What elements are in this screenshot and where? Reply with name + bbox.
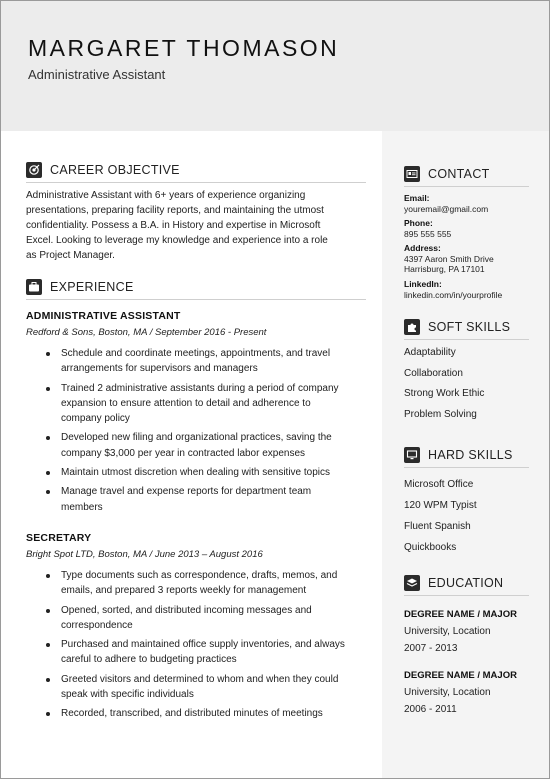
skill-item: Fluent Spanish	[404, 521, 471, 532]
puzzle-icon	[404, 319, 420, 335]
school-years: 2006 - 2011	[404, 704, 457, 715]
job-meta: Bright Spot LTD, Boston, MA / June 2013 – August 2016	[26, 549, 263, 560]
skill-item: Strong Work Ethic	[404, 388, 485, 399]
objective-heading	[26, 159, 180, 181]
address-line: 4397 Aaron Smith Drive	[404, 254, 494, 264]
skill-item: Adaptability	[404, 347, 456, 358]
degree-name: DEGREE NAME / MAJOR	[404, 609, 517, 620]
address-label: Address:	[404, 243, 441, 253]
skill-item: Microsoft Office	[404, 479, 474, 490]
briefcase-icon	[26, 279, 42, 295]
objective-line: Administrative Assistant with 6+ years of experience organizing	[26, 190, 306, 201]
phone-value: 895 555 555	[404, 229, 452, 239]
job-meta: Redford & Sons, Boston, MA / September 2016 - Present	[26, 327, 267, 338]
job-bullets	[26, 568, 371, 726]
job-bullet: Type documents such as correspondence, drafts, memos, and emails, and prepared 3 reports weekly for management	[26, 568, 371, 598]
hard-skills-heading-text: HARD SKILLS	[428, 448, 513, 462]
contact-divider	[404, 186, 529, 187]
target-icon	[26, 162, 42, 178]
skill-item: Problem Solving	[404, 409, 477, 420]
soft-skills-heading	[404, 316, 510, 338]
phone-label: Phone:	[404, 218, 433, 228]
job-bullet: Maintain utmost discretion when dealing with sensitive topics	[26, 465, 371, 480]
email-value: youremail@gmail.com	[404, 204, 489, 214]
email-label: Email:	[404, 193, 430, 203]
address-line: Harrisburg, PA 17101	[404, 264, 485, 274]
job-bullets	[26, 346, 371, 519]
job-title: ADMINISTRATIVE ASSISTANT	[26, 310, 181, 322]
soft-skills-divider	[404, 339, 529, 340]
job-bullet: Trained 2 administrative assistants during a period of company expansion to ensure attention to detail and adherence to company policy	[26, 381, 371, 427]
job-bullet: Purchased and maintained office supply inventories, and always careful to adhere to budgeting practices	[26, 637, 371, 667]
objective-divider	[26, 182, 366, 183]
contact-heading-text: CONTACT	[428, 167, 490, 181]
school-name: University, Location	[404, 626, 491, 637]
linkedin-label: LinkedIn:	[404, 279, 442, 289]
objective-line: Excel. Looking to leverage my knowledge and experience into a role	[26, 235, 328, 246]
skill-item: Quickbooks	[404, 542, 457, 553]
job-bullet: Greeted visitors and determined to whom and when they could speak with specific individuals	[26, 672, 371, 702]
monitor-icon	[404, 447, 420, 463]
education-heading-text: EDUCATION	[428, 576, 504, 590]
objective-text	[26, 188, 371, 263]
experience-divider	[26, 299, 366, 300]
candidate-title: Administrative Assistant	[28, 67, 166, 82]
skill-item: Collaboration	[404, 368, 463, 379]
job-bullet: Recorded, transcribed, and distributed minutes of meetings	[26, 706, 371, 721]
school-years: 2007 - 2013	[404, 643, 458, 654]
job-bullet: Schedule and coordinate meetings, appointments, and travel arrangements for supervisors and managers	[26, 346, 371, 376]
job-bullet: Opened, sorted, and distributed incoming messages and correspondence	[26, 603, 371, 633]
job-bullet: Manage travel and expense reports for department team members	[26, 484, 371, 514]
contact-heading	[404, 163, 490, 185]
layers-icon	[404, 575, 420, 591]
education-divider	[404, 595, 529, 596]
objective-line: as Project Manager.	[26, 250, 115, 261]
id-card-icon	[404, 166, 420, 182]
hard-skills-divider	[404, 467, 529, 468]
skill-item: 120 WPM Typist	[404, 500, 477, 511]
education-heading	[404, 572, 503, 594]
hard-skills-heading	[404, 444, 513, 466]
school-name: University, Location	[404, 687, 491, 698]
resume-header	[1, 1, 549, 131]
objective-heading-text: CAREER OBJECTIVE	[50, 163, 180, 177]
candidate-name: MARGARET THOMASON	[28, 35, 340, 61]
linkedin-value: linkedin.com/in/yourprofile	[404, 290, 503, 300]
soft-skills-heading-text: SOFT SKILLS	[428, 320, 511, 334]
degree-name: DEGREE NAME / MAJOR	[404, 670, 517, 681]
experience-heading-text: EXPERIENCE	[50, 280, 134, 294]
experience-heading	[26, 276, 134, 298]
job-bullet: Developed new filing and organizational practices, saving the company $3,000 per year in contracted labor expenses	[26, 430, 371, 460]
objective-line: confidentiality. Possess a B.A. in History and expertise in Microsoft	[26, 220, 321, 231]
job-title: SECRETARY	[26, 532, 92, 544]
objective-line: presentations, preparing facility reports, and maintaining the utmost	[26, 205, 324, 216]
